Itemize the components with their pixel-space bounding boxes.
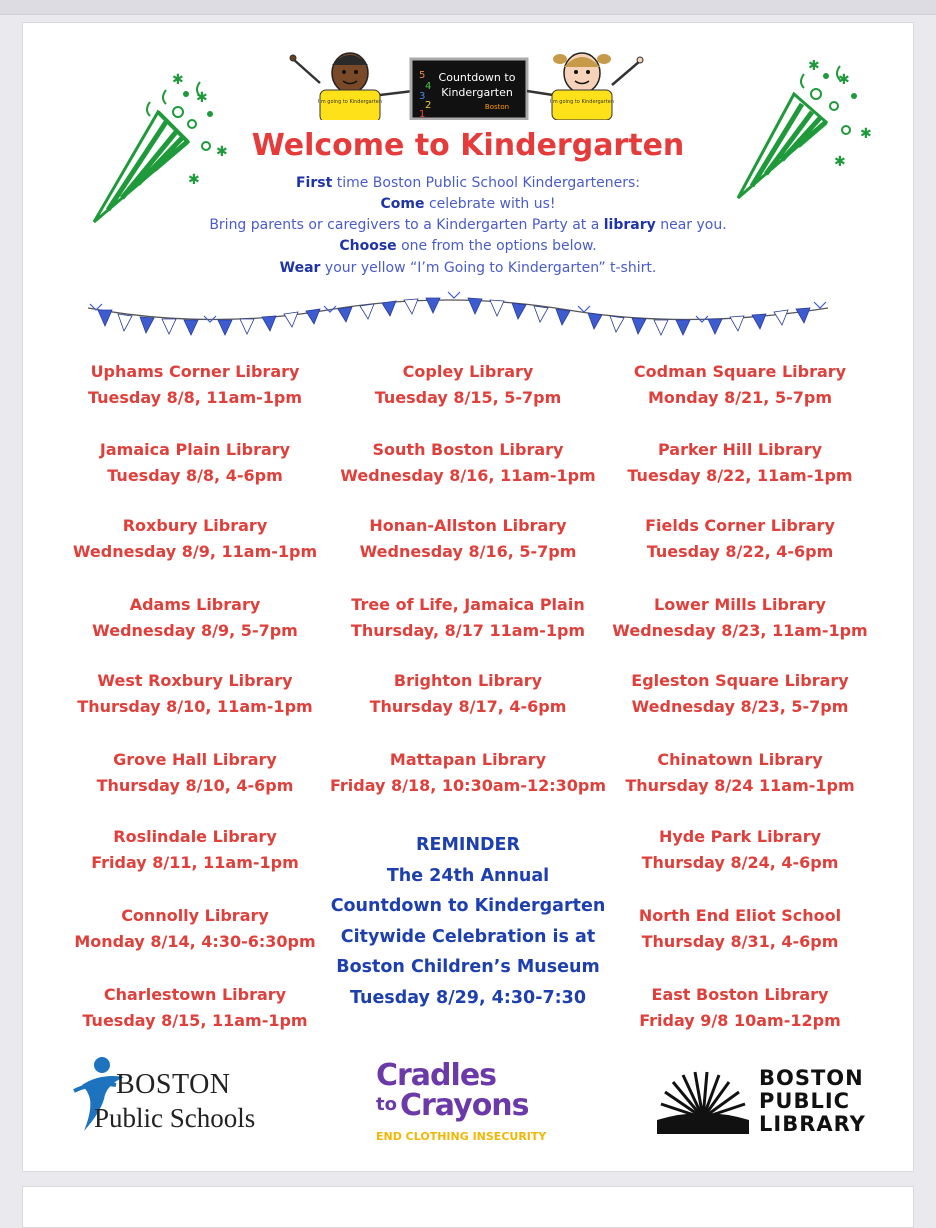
sign-line-1: Countdown to [438, 71, 516, 84]
event-location: West Roxbury Library [97, 671, 293, 690]
bps-logo-text-1: BOSTON [116, 1069, 231, 1100]
event-location: Honan-Allston Library [369, 516, 567, 535]
event-datetime: Thursday 8/10, 4-6pm [96, 776, 294, 795]
event-datetime: Tuesday 8/15, 5-7pm [374, 388, 562, 407]
event-datetime: Thursday 8/31, 4-6pm [641, 932, 839, 951]
event-item [318, 668, 618, 720]
boy-figure-icon [290, 53, 413, 120]
event-datetime: Tuesday 8/15, 11am-1pm [82, 1011, 308, 1030]
event-location: Tree of Life, Jamaica Plain [351, 595, 585, 614]
reminder-line: Boston Children’s Museum [336, 957, 600, 977]
previous-post-edge [0, 0, 936, 15]
event-item [590, 747, 890, 799]
girl-figure-icon [527, 53, 643, 120]
reminder-line: Citywide Celebration is at [340, 926, 596, 947]
intro-line-5: Wear your yellow “I’m Going to Kindergarten” t-shirt. [279, 260, 657, 276]
event-item [45, 359, 345, 411]
event-location: Lower Mills Library [654, 595, 826, 614]
event-location: Jamaica Plain Library [99, 440, 291, 459]
bpl-book-icon [655, 1070, 751, 1140]
event-datetime: Wednesday 8/9, 5-7pm [92, 621, 298, 640]
event-datetime: Wednesday 8/9, 11am-1pm [72, 542, 318, 561]
event-location: East Boston Library [651, 985, 829, 1004]
bunting-banner-icon [88, 290, 828, 340]
event-datetime: Wednesday 8/23, 5-7pm [631, 697, 849, 716]
girl-shirt-text: I'm going to Kindergarten [549, 99, 615, 105]
cradles-to-crayons-logo [374, 1058, 574, 1146]
event-datetime: Thursday, 8/17 11am-1pm [350, 621, 586, 640]
event-item [318, 592, 618, 644]
event-location: Parker Hill Library [657, 440, 823, 459]
event-datetime: Thursday 8/10, 11am-1pm [77, 697, 313, 716]
event-item [45, 747, 345, 799]
boston-public-schools-logo [70, 1055, 290, 1135]
event-item [590, 903, 890, 955]
event-location: Connolly Library [121, 906, 269, 925]
event-item [590, 437, 890, 489]
event-location: North End Eliot School [638, 906, 842, 925]
event-datetime: Friday 9/8 10am-12pm [639, 1011, 841, 1030]
event-location: Roxbury Library [122, 516, 268, 535]
event-datetime: Friday 8/18, 10:30am-12:30pm [329, 776, 607, 795]
event-item [318, 513, 618, 565]
event-item [318, 747, 618, 799]
boy-shirt-text: I'm going to Kindergarten [317, 99, 383, 105]
event-item [45, 824, 345, 876]
c2c-tagline: END CLOTHING INSECURITY [376, 1130, 547, 1143]
event-location: Uphams Corner Library [90, 362, 300, 381]
intro-line-3: Bring parents or caregivers to a Kindergarten Party at a library near you. [209, 217, 727, 233]
event-item [590, 513, 890, 565]
event-location: Grove Hall Library [113, 750, 277, 769]
event-datetime: Thursday 8/24 11am-1pm [625, 776, 855, 795]
svg-text:✱: ✱ [838, 72, 850, 88]
event-item [45, 903, 345, 955]
sign-number: 2 [425, 100, 432, 111]
page-title: Welcome to Kindergarten [251, 128, 685, 163]
event-datetime: Thursday 8/24, 4-6pm [641, 853, 839, 872]
c2c-logo-text-2: to [376, 1094, 397, 1115]
bpl-logo-text-2: PUBLIC [759, 1089, 851, 1113]
event-datetime: Wednesday 8/23, 11am-1pm [612, 621, 868, 640]
intro-line-2: Come celebrate with us! [380, 196, 556, 212]
event-datetime: Wednesday 8/16, 5-7pm [359, 542, 577, 561]
svg-text:✱: ✱ [808, 60, 820, 74]
event-item [45, 592, 345, 644]
intro-line-4: Choose one from the options below. [339, 238, 597, 254]
reminder-line: Countdown to Kindergarten [330, 896, 606, 916]
svg-text:✱: ✱ [172, 72, 184, 88]
bps-logo-text-2: Public Schools [94, 1103, 256, 1133]
bpl-logo-text-3: LIBRARY [759, 1112, 866, 1136]
event-datetime: Monday 8/14, 4:30-6:30pm [74, 932, 316, 951]
event-datetime: Friday 8/11, 11am-1pm [91, 853, 299, 872]
c2c-logo-text-3: Crayons [400, 1088, 529, 1123]
sign-number: 3 [419, 91, 426, 102]
svg-text:✱: ✱ [196, 90, 208, 106]
event-item [590, 982, 890, 1034]
event-datetime: Tuesday 8/8, 4-6pm [107, 466, 283, 485]
event-location: Copley Library [402, 362, 534, 381]
sign-number: 5 [419, 70, 426, 81]
event-datetime: Thursday 8/17, 4-6pm [369, 697, 567, 716]
event-location: Charlestown Library [103, 985, 287, 1004]
bpl-logo-text-1: BOSTON [759, 1066, 864, 1090]
event-location: Brighton Library [393, 671, 543, 690]
svg-text:✱: ✱ [860, 126, 872, 142]
intro-line-1: First time Boston Public School Kindergarteners: [295, 175, 640, 191]
event-location: Roslindale Library [113, 827, 277, 846]
event-item [318, 437, 618, 489]
countdown-header-illustration [285, 45, 650, 120]
svg-text:✱: ✱ [188, 172, 200, 188]
sign-line-3: Boston [484, 103, 510, 111]
event-item [318, 359, 618, 411]
sign-number: 1 [419, 109, 426, 120]
event-datetime: Tuesday 8/22, 11am-1pm [627, 466, 853, 485]
next-post-edge [22, 1186, 914, 1228]
event-location: Egleston Square Library [631, 671, 849, 690]
event-datetime: Wednesday 8/16, 11am-1pm [340, 466, 596, 485]
reminder-line: The 24th Annual [386, 865, 550, 886]
reminder-block [318, 830, 618, 1013]
c2c-logo-text-1: Cradles [376, 1058, 497, 1093]
event-location: Mattapan Library [389, 750, 547, 769]
event-item [45, 668, 345, 720]
event-location: Fields Corner Library [645, 516, 835, 535]
event-location: Hyde Park Library [658, 827, 822, 846]
boston-public-library-logo [655, 1066, 885, 1146]
event-datetime: Monday 8/21, 5-7pm [648, 388, 832, 407]
event-location: Chinatown Library [657, 750, 823, 769]
event-location: South Boston Library [372, 440, 564, 459]
event-item [590, 824, 890, 876]
sign-line-2: Kindergarten [441, 86, 513, 99]
reminder-heading: REMINDER [416, 835, 520, 855]
event-item [590, 668, 890, 720]
event-location: Codman Square Library [633, 362, 847, 381]
event-item [45, 513, 345, 565]
event-item [590, 592, 890, 644]
event-item [45, 982, 345, 1034]
event-location: Adams Library [129, 595, 261, 614]
reminder-line: Tuesday 8/29, 4:30-7:30 [349, 987, 587, 1008]
event-datetime: Tuesday 8/22, 4-6pm [646, 542, 834, 561]
event-datetime: Tuesday 8/8, 11am-1pm [87, 388, 303, 407]
svg-text:✱: ✱ [834, 154, 846, 170]
svg-text:✱: ✱ [216, 144, 228, 160]
event-item [45, 437, 345, 489]
sign-number: 4 [425, 81, 432, 92]
event-item [590, 359, 890, 411]
